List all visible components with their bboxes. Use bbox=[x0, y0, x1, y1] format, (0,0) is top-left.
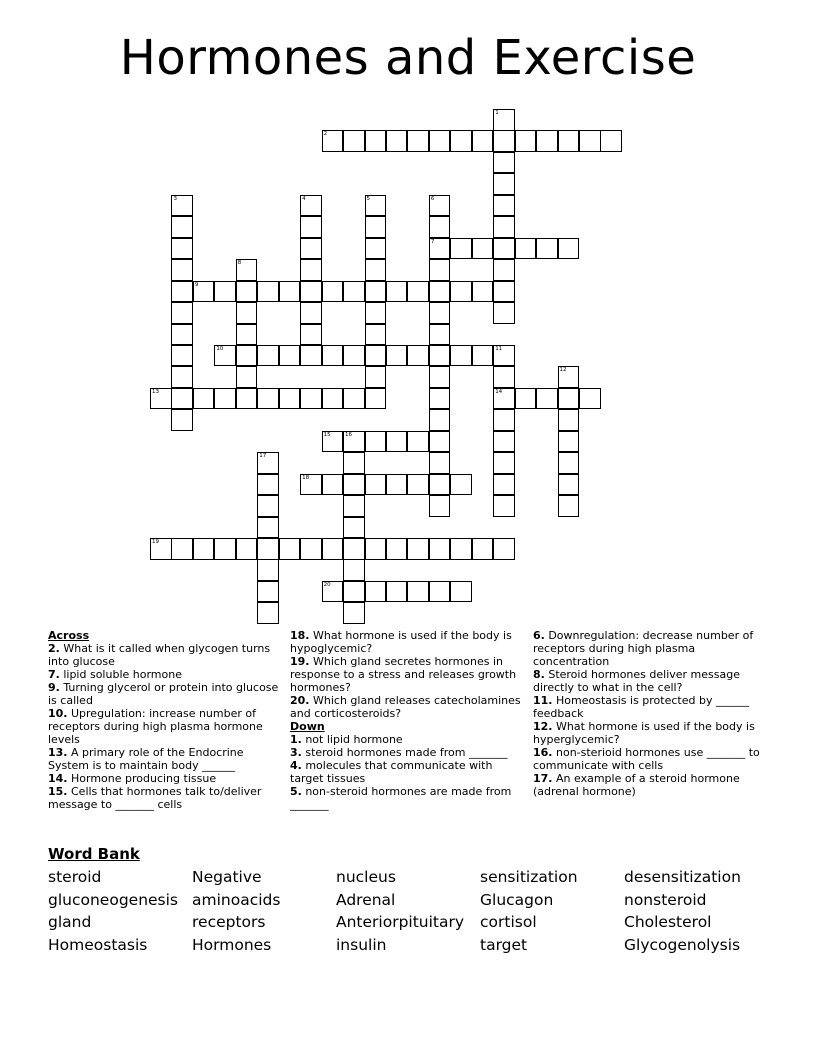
grid-cell[interactable] bbox=[407, 130, 429, 152]
grid-cell[interactable] bbox=[407, 431, 429, 453]
word-bank-item: cortisol bbox=[480, 913, 537, 931]
word-bank-item: Negative bbox=[192, 868, 262, 886]
grid-cell[interactable] bbox=[322, 431, 344, 453]
clue-text: Downregulation: decrease number of receptors during high plasma concentration bbox=[533, 629, 754, 668]
grid-cell[interactable] bbox=[171, 259, 193, 281]
word-bank-item: Adrenal bbox=[336, 891, 396, 909]
clue-item bbox=[290, 785, 526, 811]
grid-cell[interactable] bbox=[493, 388, 515, 410]
grid-cell[interactable] bbox=[429, 581, 451, 603]
clue-text: An example of a steroid hormone (adrenal hormone) bbox=[533, 772, 740, 798]
grid-cell[interactable] bbox=[429, 130, 451, 152]
grid-cell[interactable] bbox=[429, 474, 451, 496]
grid-cell[interactable] bbox=[407, 538, 429, 560]
grid-cell[interactable] bbox=[429, 452, 451, 474]
grid-cell[interactable] bbox=[322, 345, 344, 367]
grid-cell[interactable] bbox=[429, 538, 451, 560]
clue-text: steroid hormones made from _______ bbox=[301, 746, 508, 759]
grid-cell[interactable] bbox=[472, 238, 494, 260]
grid-cell[interactable] bbox=[429, 431, 451, 453]
grid-cell[interactable] bbox=[365, 195, 387, 217]
grid-cell[interactable] bbox=[429, 238, 451, 260]
clue-number: 11. bbox=[533, 694, 553, 707]
clue-number: 1. bbox=[290, 733, 302, 746]
grid-cell[interactable] bbox=[214, 388, 236, 410]
grid-cell[interactable] bbox=[558, 409, 580, 431]
grid-cell[interactable] bbox=[493, 366, 515, 388]
grid-cell[interactable] bbox=[300, 474, 322, 496]
grid-cell[interactable] bbox=[322, 538, 344, 560]
grid-cell[interactable] bbox=[236, 302, 258, 324]
grid-cell[interactable] bbox=[343, 388, 365, 410]
grid-cell[interactable] bbox=[343, 581, 365, 603]
grid-cell[interactable] bbox=[493, 195, 515, 217]
clue-number: 19 bbox=[152, 539, 159, 545]
clue-item bbox=[290, 733, 526, 746]
grid-cell[interactable] bbox=[150, 388, 172, 410]
grid-cell[interactable] bbox=[300, 302, 322, 324]
clue-text: non-sterioid hormones use _______ to communicate with cells bbox=[533, 746, 760, 772]
clue-number: 5. bbox=[290, 785, 302, 798]
clues-column-2 bbox=[290, 629, 526, 811]
grid-cell[interactable] bbox=[343, 431, 365, 453]
grid-cell[interactable] bbox=[193, 281, 215, 303]
grid-cell[interactable] bbox=[472, 130, 494, 152]
clue-item bbox=[533, 694, 765, 720]
grid-cell[interactable] bbox=[493, 238, 515, 260]
grid-cell[interactable] bbox=[429, 195, 451, 217]
grid-cell[interactable] bbox=[214, 281, 236, 303]
grid-cell[interactable] bbox=[322, 474, 344, 496]
clue-number: 3 bbox=[173, 195, 177, 202]
clue-text: non-steroid hormones are made from _______ bbox=[290, 785, 512, 811]
grid-cell[interactable] bbox=[558, 474, 580, 496]
grid-cell[interactable] bbox=[493, 495, 515, 517]
grid-cell[interactable] bbox=[171, 409, 193, 431]
grid-cell[interactable] bbox=[365, 238, 387, 260]
clue-item bbox=[48, 668, 280, 681]
grid-cell[interactable] bbox=[365, 366, 387, 388]
grid-cell[interactable] bbox=[429, 345, 451, 367]
grid-cell[interactable] bbox=[343, 495, 365, 517]
grid-cell[interactable] bbox=[236, 388, 258, 410]
grid-cell[interactable] bbox=[386, 345, 408, 367]
grid-cell[interactable] bbox=[257, 345, 279, 367]
grid-cell[interactable] bbox=[300, 281, 322, 303]
clue-item bbox=[48, 707, 280, 746]
word-bank-item: receptors bbox=[192, 913, 266, 931]
clue-number: 10 bbox=[216, 345, 224, 352]
grid-cell[interactable] bbox=[322, 281, 344, 303]
grid-cell[interactable] bbox=[343, 345, 365, 367]
clue-number: 20. bbox=[290, 694, 310, 707]
grid-cell[interactable] bbox=[257, 581, 279, 603]
grid-cell[interactable] bbox=[171, 238, 193, 260]
grid-cell[interactable] bbox=[429, 216, 451, 238]
grid-cell[interactable] bbox=[429, 302, 451, 324]
word-bank-item: Homeostasis bbox=[48, 936, 148, 954]
grid-cell[interactable] bbox=[493, 431, 515, 453]
grid-cell[interactable] bbox=[386, 581, 408, 603]
grid-cell[interactable] bbox=[257, 281, 279, 303]
grid-cell[interactable] bbox=[365, 431, 387, 453]
grid-cell[interactable] bbox=[300, 216, 322, 238]
grid-cell[interactable] bbox=[257, 388, 279, 410]
grid-cell[interactable] bbox=[493, 173, 515, 195]
grid-cell[interactable] bbox=[300, 195, 322, 217]
clue-number: 9. bbox=[48, 681, 60, 694]
grid-cell[interactable] bbox=[236, 345, 258, 367]
clue-number: 7 bbox=[430, 238, 435, 245]
grid-cell[interactable] bbox=[171, 345, 193, 367]
grid-cell[interactable] bbox=[536, 130, 558, 152]
word-bank-item: gland bbox=[48, 913, 92, 931]
grid-cell[interactable] bbox=[493, 109, 515, 131]
grid-cell[interactable] bbox=[493, 281, 515, 303]
grid-cell[interactable] bbox=[236, 366, 258, 388]
grid-cell[interactable] bbox=[386, 474, 408, 496]
grid-cell[interactable] bbox=[558, 130, 580, 152]
grid-cell[interactable] bbox=[429, 409, 451, 431]
clue-item bbox=[533, 746, 765, 772]
grid-cell[interactable] bbox=[493, 130, 515, 152]
page-title: Hormones and Exercise bbox=[119, 30, 697, 86]
clue-text: not lipid hormone bbox=[301, 733, 403, 746]
grid-cell[interactable] bbox=[257, 538, 279, 560]
grid-cell[interactable] bbox=[386, 431, 408, 453]
clue-item bbox=[48, 746, 280, 772]
grid-cell[interactable] bbox=[257, 602, 279, 624]
grid-cell[interactable] bbox=[472, 538, 494, 560]
grid-cell[interactable] bbox=[236, 259, 258, 281]
grid-cell[interactable] bbox=[450, 538, 472, 560]
grid-cell[interactable] bbox=[300, 388, 322, 410]
clue-number: 5 bbox=[366, 195, 370, 202]
grid-cell[interactable] bbox=[171, 388, 193, 410]
grid-cell[interactable] bbox=[322, 130, 344, 152]
clue-number: 14 bbox=[495, 388, 503, 395]
clue-item bbox=[48, 772, 280, 785]
word-bank-item: gluconeogenesis bbox=[48, 891, 179, 909]
grid-cell[interactable] bbox=[279, 345, 301, 367]
word-bank-item: Glycogenolysis bbox=[624, 936, 741, 954]
clue-text: Cells that hormones talk to/deliver message to _______ cells bbox=[48, 785, 262, 811]
clue-number: 4 bbox=[302, 195, 306, 202]
grid-cell[interactable] bbox=[450, 474, 472, 496]
across-header: Across bbox=[48, 629, 90, 642]
clue-number: 2 bbox=[323, 131, 328, 138]
grid-cell[interactable] bbox=[515, 130, 537, 152]
grid-cell[interactable] bbox=[343, 517, 365, 539]
grid-cell[interactable] bbox=[236, 538, 258, 560]
clue-number: 12. bbox=[533, 720, 553, 733]
grid-cell[interactable] bbox=[429, 388, 451, 410]
clue-text: molecules that communicate with target tissues bbox=[290, 759, 493, 785]
grid-cell[interactable] bbox=[236, 324, 258, 346]
grid-cell[interactable] bbox=[493, 345, 515, 367]
clues-column-1 bbox=[48, 629, 280, 811]
grid-cell[interactable] bbox=[536, 238, 558, 260]
grid-cell[interactable] bbox=[236, 281, 258, 303]
grid-cell[interactable] bbox=[171, 538, 193, 560]
clue-item bbox=[48, 642, 280, 668]
grid-cell[interactable] bbox=[386, 281, 408, 303]
grid-cell[interactable] bbox=[171, 302, 193, 324]
clue-text: Homeostasis is protected by ______ feedback bbox=[533, 694, 749, 720]
grid-cell[interactable] bbox=[429, 259, 451, 281]
grid-cell[interactable] bbox=[171, 324, 193, 346]
grid-cell[interactable] bbox=[193, 388, 215, 410]
clue-item bbox=[533, 720, 765, 746]
grid-cell[interactable] bbox=[407, 345, 429, 367]
grid-cell[interactable] bbox=[365, 388, 387, 410]
clue-number: 6 bbox=[430, 195, 435, 202]
grid-cell[interactable] bbox=[365, 281, 387, 303]
grid-cell[interactable] bbox=[279, 281, 301, 303]
grid-cell[interactable] bbox=[493, 409, 515, 431]
clue-item bbox=[290, 655, 526, 694]
grid-cell[interactable] bbox=[450, 281, 472, 303]
grid-cell[interactable] bbox=[558, 495, 580, 517]
grid-cell[interactable] bbox=[343, 559, 365, 581]
clue-text: lipid soluble hormone bbox=[59, 668, 182, 681]
clue-number: 19. bbox=[290, 655, 310, 668]
clue-text: Which gland releases catecholamines and corticosteroids? bbox=[290, 694, 521, 720]
clue-text: What is it called when glycogen turns into glucose bbox=[48, 642, 271, 668]
word-bank-title: Word Bank bbox=[48, 845, 140, 863]
word-bank-item: sensitization bbox=[480, 868, 578, 886]
grid-cell[interactable] bbox=[365, 581, 387, 603]
grid-cell[interactable] bbox=[558, 366, 580, 388]
grid-cell[interactable] bbox=[150, 538, 172, 560]
grid-cell[interactable] bbox=[493, 152, 515, 174]
clue-item bbox=[533, 668, 765, 694]
word-bank-item: desensitization bbox=[624, 868, 741, 886]
grid-cell[interactable] bbox=[300, 238, 322, 260]
clue-item bbox=[533, 629, 765, 668]
grid-cell[interactable] bbox=[365, 474, 387, 496]
clue-number: 10. bbox=[48, 707, 68, 720]
clue-number: 12 bbox=[559, 367, 567, 374]
clue-number: 1 bbox=[495, 110, 499, 116]
clue-text: What hormone is used if the body is hypoglycemic? bbox=[290, 629, 512, 655]
grid-cell[interactable] bbox=[493, 452, 515, 474]
grid-cell[interactable] bbox=[472, 281, 494, 303]
word-bank-item: Hormones bbox=[192, 936, 272, 954]
clue-item bbox=[290, 694, 526, 720]
clue-text: Upregulation: increase number of receptors during high plasma hormone levels bbox=[48, 707, 263, 746]
grid-cell[interactable] bbox=[257, 474, 279, 496]
grid-cell[interactable] bbox=[493, 259, 515, 281]
clue-number: 8 bbox=[237, 260, 242, 267]
grid-cell[interactable] bbox=[343, 281, 365, 303]
grid-cell[interactable] bbox=[429, 495, 451, 517]
grid-cell[interactable] bbox=[171, 281, 193, 303]
grid-cell[interactable] bbox=[365, 324, 387, 346]
grid-cell[interactable] bbox=[493, 216, 515, 238]
clue-text: What hormone is used if the body is hyperglycemic? bbox=[533, 720, 755, 746]
clue-number: 17. bbox=[533, 772, 553, 785]
word-bank-item: insulin bbox=[336, 936, 387, 954]
grid-cell[interactable] bbox=[579, 130, 601, 152]
clue-number: 3. bbox=[290, 746, 302, 759]
clue-number: 13 bbox=[152, 388, 159, 395]
grid-cell[interactable] bbox=[515, 238, 537, 260]
clue-number: 9 bbox=[194, 281, 199, 288]
grid-cell[interactable] bbox=[579, 388, 601, 410]
grid-cell[interactable] bbox=[450, 581, 472, 603]
grid-cell[interactable] bbox=[214, 345, 236, 367]
clue-text: Hormone producing tissue bbox=[67, 772, 217, 785]
word-bank-item: steroid bbox=[48, 868, 102, 886]
word-bank-item: Anteriorpituitary bbox=[336, 913, 465, 931]
clue-number: 11 bbox=[495, 345, 503, 352]
grid-cell[interactable] bbox=[558, 238, 580, 260]
word-bank-item: nucleus bbox=[336, 868, 396, 886]
grid-cell[interactable] bbox=[343, 474, 365, 496]
grid-cell[interactable] bbox=[365, 216, 387, 238]
clue-item bbox=[290, 629, 526, 655]
grid-cell[interactable] bbox=[558, 452, 580, 474]
clue-item bbox=[48, 785, 280, 811]
grid-cell[interactable] bbox=[407, 581, 429, 603]
down-header: Down bbox=[290, 720, 325, 733]
grid-cell[interactable] bbox=[450, 238, 472, 260]
clue-item bbox=[290, 746, 526, 759]
word-bank-item: target bbox=[480, 936, 528, 954]
grid-cell[interactable] bbox=[279, 538, 301, 560]
clue-number: 15 bbox=[323, 431, 331, 438]
grid-cell[interactable] bbox=[343, 602, 365, 624]
grid-cell[interactable] bbox=[407, 281, 429, 303]
grid-cell[interactable] bbox=[300, 259, 322, 281]
clue-number: 17 bbox=[259, 453, 267, 460]
grid-cell[interactable] bbox=[472, 345, 494, 367]
grid-cell[interactable] bbox=[407, 474, 429, 496]
clue-item bbox=[290, 759, 526, 785]
grid-cell[interactable] bbox=[515, 388, 537, 410]
grid-cell[interactable] bbox=[257, 452, 279, 474]
grid-cell[interactable] bbox=[343, 130, 365, 152]
grid-cell[interactable] bbox=[558, 388, 580, 410]
clue-item bbox=[533, 772, 765, 798]
grid-cell[interactable] bbox=[429, 324, 451, 346]
grid-cell[interactable] bbox=[450, 130, 472, 152]
clue-text: A primary role of the Endocrine System is to maintain body ______ bbox=[48, 746, 244, 772]
clue-text: Which gland secretes hormones in response to a stress and releases growth hormones? bbox=[290, 655, 517, 694]
grid-cell[interactable] bbox=[300, 345, 322, 367]
clue-text: Steroid hormones deliver message directly to what in the cell? bbox=[533, 668, 740, 694]
grid-cell[interactable] bbox=[365, 130, 387, 152]
clue-number: 13. bbox=[48, 746, 68, 759]
grid-cell[interactable] bbox=[343, 538, 365, 560]
clue-number: 7. bbox=[48, 668, 60, 681]
grid-cell[interactable] bbox=[429, 366, 451, 388]
word-bank-item: Cholesterol bbox=[624, 913, 712, 931]
grid-cell[interactable] bbox=[558, 431, 580, 453]
clue-number: 20 bbox=[323, 581, 331, 588]
clue-number: 16 bbox=[345, 431, 353, 438]
grid-cell[interactable] bbox=[322, 581, 344, 603]
grid-cell[interactable] bbox=[300, 538, 322, 560]
grid-cell[interactable] bbox=[257, 559, 279, 581]
clue-number: 4. bbox=[290, 759, 302, 772]
grid-cell[interactable] bbox=[450, 345, 472, 367]
grid-cell[interactable] bbox=[600, 130, 622, 152]
grid-cell[interactable] bbox=[257, 517, 279, 539]
grid-cell[interactable] bbox=[322, 388, 344, 410]
grid-cell[interactable] bbox=[279, 388, 301, 410]
grid-cell[interactable] bbox=[214, 538, 236, 560]
grid-cell[interactable] bbox=[493, 474, 515, 496]
clue-number: 6. bbox=[533, 629, 545, 642]
grid-cell[interactable] bbox=[365, 302, 387, 324]
grid-cell[interactable] bbox=[365, 538, 387, 560]
grid-cell[interactable] bbox=[171, 195, 193, 217]
grid-cell[interactable] bbox=[193, 538, 215, 560]
clue-number: 18. bbox=[290, 629, 310, 642]
clue-number: 14. bbox=[48, 772, 68, 785]
grid-cell[interactable] bbox=[300, 324, 322, 346]
grid-cell[interactable] bbox=[171, 366, 193, 388]
clue-number: 2. bbox=[48, 642, 60, 655]
word-bank-item: nonsteroid bbox=[624, 891, 707, 909]
clue-number: 18 bbox=[302, 474, 310, 481]
clue-number: 15. bbox=[48, 785, 68, 798]
word-bank-item: Glucagon bbox=[480, 891, 554, 909]
grid-cell[interactable] bbox=[386, 538, 408, 560]
grid-cell[interactable] bbox=[429, 281, 451, 303]
clue-number: 16. bbox=[533, 746, 553, 759]
word-bank-item: aminoacids bbox=[192, 891, 281, 909]
grid-cell[interactable] bbox=[171, 216, 193, 238]
grid-cell[interactable] bbox=[365, 345, 387, 367]
grid-cell[interactable] bbox=[536, 388, 558, 410]
grid-cell[interactable] bbox=[365, 259, 387, 281]
grid-cell[interactable] bbox=[493, 538, 515, 560]
grid-cell[interactable] bbox=[257, 495, 279, 517]
clue-item bbox=[48, 681, 280, 707]
clue-number: 8. bbox=[533, 668, 545, 681]
clue-text: Turning glycerol or protein into glucose is called bbox=[48, 681, 279, 707]
grid-cell[interactable] bbox=[386, 130, 408, 152]
grid-cell[interactable] bbox=[343, 452, 365, 474]
grid-cell[interactable] bbox=[493, 302, 515, 324]
clues-column-3 bbox=[533, 629, 765, 798]
